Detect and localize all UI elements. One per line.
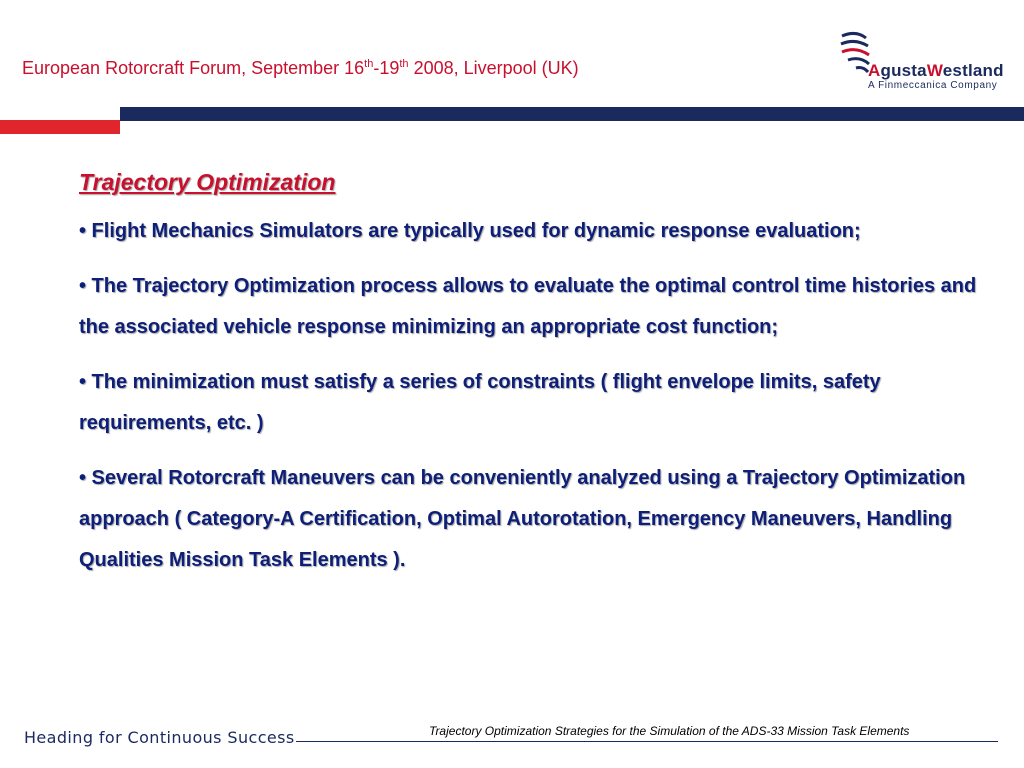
footer-paper-title: Trajectory Optimization Strategies for the Simulation of the ADS-33 Mission Task Elements — [429, 724, 910, 738]
logo-text-estland: estland — [942, 61, 1004, 80]
conference-title — [22, 58, 579, 79]
bullet-item: • The minimization must satisfy a series of constraints ( flight envelope limits, safety requirements, etc. ) — [79, 371, 881, 434]
conference-title-sup1: th — [364, 58, 374, 70]
bullet-item: • Several Rotorcraft Maneuvers can be conveniently analyzed using a Trajectory Optimization approach ( Category-A Certification, Optimal Autorotation, Emergency Maneuvers, Handling Qualities Mission Task Elements ). — [79, 467, 966, 571]
bullet-item: • Flight Mechanics Simulators are typically used for dynamic response evaluation; — [79, 220, 861, 242]
footer-divider — [296, 741, 998, 742]
logo-wordmark — [868, 61, 1004, 81]
logo-letter-w: W — [926, 61, 943, 80]
conference-title-part2: -19 — [373, 58, 400, 78]
conference-title-part1: European Rotorcraft Forum, September 16 — [22, 58, 365, 78]
slide-content — [79, 166, 999, 595]
logo-letter-a: A — [868, 61, 881, 80]
logo-text-gusta: gusta — [880, 61, 927, 80]
header-red-bar — [0, 120, 120, 134]
logo-subtitle: A Finmeccanica Company — [868, 80, 998, 91]
agustawestland-logo — [838, 28, 1008, 98]
footer-slogan: Heading for Continuous Success — [24, 728, 295, 747]
conference-title-part3: 2008, Liverpool (UK) — [408, 58, 579, 78]
section-title: Trajectory Optimization — [79, 169, 336, 195]
conference-title-sup2: th — [399, 58, 409, 70]
header-blue-bar — [120, 107, 1024, 121]
bullet-item: • The Trajectory Optimization process allows to evaluate the optimal control time histories and the associated vehicle response minimizing an appropriate cost function; — [79, 275, 977, 338]
